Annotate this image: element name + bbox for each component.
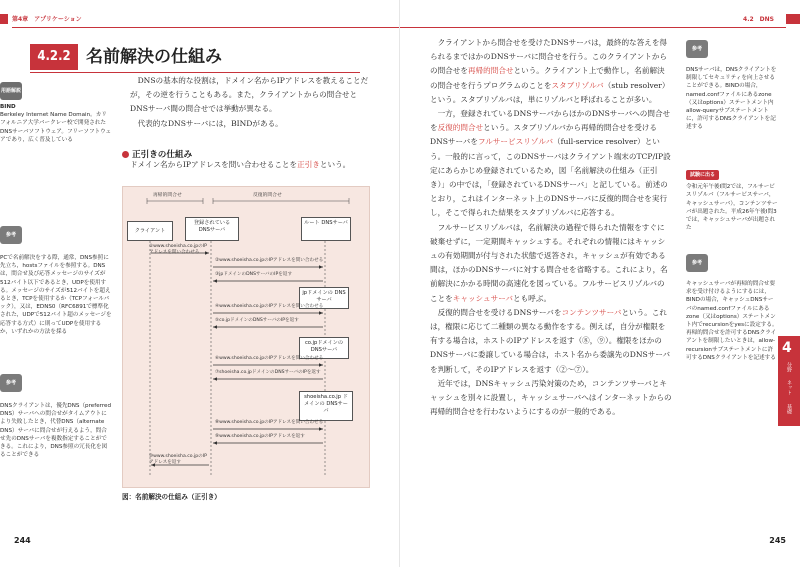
sankou-text-2: DNSクライアントは，優先DNS（preferred DNS）サーバへの問合せがタイムアウトにより失敗したとき，代替DNS（alternate DNS）サーバに問合せが行えるよう，問合せ先のDNSサーバを複数指定することができる。これにより，DNS参照の冗長化を図ることができる	[0, 403, 112, 459]
chapter-tab-label-1: 分野	[786, 362, 792, 372]
diagram-step-9: ⑨www.shoeisha.co.jpのIPアドレスを返す	[215, 434, 305, 439]
bullet-dot-icon	[122, 151, 129, 158]
shiken-text: 令和元年午後I問2では，フルサービスリゾルバ（フルサービスサーバ，キャッシュサーバ），コンテンツサーバが出題された。平成26年午後I問3では，キャッシュサーバが出題された	[686, 184, 778, 232]
sidebar-sankou-2	[0, 374, 112, 459]
yougo-badge: 用語解説	[0, 82, 22, 100]
sidebar-right-sankou-2	[686, 254, 778, 362]
right-paragraph-2: 一方，登録されているDNSサーバからほかのDNSサーバへの問合せを反復的問合せという。スタブリゾルバから再帰的問合せを受けるDNSサーバをフルサービスリゾルバ（full-service resolver）という。一般的に言って，このDNSサーバはクライアント端末のTCP/IP設定にあらかじめ登録されているため，図「名前解決の仕組み（正引き）」の中では，「登録されているDNSサーバ」と記している。前述のとおり，これはインターネット上のDNSサーバに反復的問合せを実行し，そこで得られた結果をスタブリゾルバに応答する。	[430, 109, 671, 218]
figure-caption: 図：名前解決の仕組み（正引き）	[122, 493, 221, 501]
right-paragraph-3: フルサービスリゾルバは，名前解決の過程で得られた情報をすぐに破棄せずに，一定期間キャッシュする。それぞれの情報にはキャッシュの有効期間が付与された状態で返答され，キャッシュが有効である間は，ほかのDNSサーバに対する問合せを省略する。これにより，名前解決にかかる時間の高速化を図っている。フルサービスリゾルバのことをキャッシュサーバとも呼ぶ。	[430, 222, 668, 303]
dns-diagram	[122, 186, 370, 488]
right-paragraph-5: 近年では，DNSキャッシュ汚染対策のため，コンテンツサーバとキャッシュを別々に設置し，キャッシュサーバへはインターネットからの再帰的問合せを行わないようにするのが一般的である。	[430, 378, 672, 417]
sankou-text-1: PCで名前解決をする際，通常，DNS参照に先立ち，hostsファイルを参照する。DNSは，問合せ及び応答メッセージのサイズが512バイト以下であるとき，UDPを使用する。メッセージのサイズが512バイトを超えるとき，TCPを使用するか（TCPフォールバック），又は，EDNS0（RFC6891で標準化された，UDPで512バイト超のメッセージを応答する方式）に則ってUDPを使用するか，いずれかの方法を採る	[0, 255, 112, 335]
left-body	[130, 74, 370, 131]
right-page	[400, 0, 800, 567]
cojp-dns-box: co.jpドメインの DNSサーバ	[299, 337, 349, 359]
section-header: 4.2 DNS	[743, 16, 774, 23]
shiken-badge: 試験に出る	[686, 170, 719, 180]
yougo-term: BIND	[0, 104, 16, 110]
registered-dns-box: 登録されている DNSサーバ	[185, 217, 239, 241]
header-rule-right	[400, 27, 786, 28]
left-paragraph-1: DNSの基本的な役割は，ドメイン名からIPアドレスを教えることだが，その逆を行うこともある。また，クライアントからの問合せとDNSサーバ間の問合せでは挙動が異なる。	[130, 76, 369, 114]
right-sankou-badge-1: 参考	[686, 40, 708, 58]
yougo-text: Berkeley Internet Name Domain。カリフォルニア大学バークレー校で開発されたDNSサーバソフトウェア。フリーソフトウェアであり，広く普及している	[0, 112, 112, 143]
chapter-tab-label-2: ネット	[786, 380, 792, 395]
right-paragraph-4: 反復的問合せを受けるDNSサーバをコンテンツサーバという。これは，権限に応じて二種類の異なる動作をする。例えば，自分が権限を有する場合は，ホストのIPアドレスを返す（⑧，⑨）。権限をほかのDNSサーバに委譲している場合は，ホスト名から委譲先のDNSサーバを判断して，そのIPアドレスを返す（②〜⑦）。	[430, 307, 671, 374]
diagram-step-4: ④www.shoeisha.co.jpのIPアドレスを問い合わせる	[215, 304, 324, 309]
sidebar-sankou-1	[0, 226, 112, 336]
section-number: 4.2.2	[30, 44, 78, 70]
sidebar-right-sankou-1	[686, 40, 778, 132]
left-paragraph-2: 代表的なDNSサーバには，BINDがある。	[137, 118, 283, 128]
section-underline	[30, 72, 360, 73]
page-number-left: 244	[14, 536, 31, 545]
diagram-step-7: ⑦shoeisha.co.jpドメインのDNSサーバのIPを返す	[215, 370, 321, 375]
section-title: 名前解決の仕組み	[86, 47, 222, 67]
sidebar-right-shiken	[686, 170, 778, 232]
left-paragraph-3: ドメイン名からIPアドレスを問い合わせることを正引きという。	[130, 160, 351, 169]
shoeisha-dns-box: shoeisha.co.jp ドメインの DNSサーバ	[299, 391, 353, 421]
diagram-step-10: ⑩www.shoeisha.co.jpのIPアドレスを返す	[149, 454, 207, 465]
chapter-tab-number: 4	[782, 340, 792, 356]
label-iterative: 反復的問合せ	[253, 193, 282, 198]
right-paragraph-1: クライアントから問合せを受けたDNSサーバは，最終的な答えを得られるまではかのDNSサーバに問合せを行う。このクライアントからの問合せを再帰的問合せという。クライアント上で動作し，名前解決の問合せを行うプログラムのことをスタブリゾルバ（stub resolver）という。スタブリゾルバは，単にリゾルバと呼ばれることが多い。	[430, 38, 670, 104]
right-sankou-text-1: DNSサーバは，DNSクライアントを制限してセキュリティを向上させることができる。BINDの場合，named.confファイルにあるzone（又はoptions）ステートメント内allow-queryサブステートメントに，許可するDNSクライアントを記述する	[686, 67, 777, 131]
diagram-step-5: ⑤co.jpドメインのDNSサーバのIPを返す	[215, 318, 299, 323]
sidebar-yougo	[0, 82, 112, 144]
sankou-badge-2: 参考	[0, 374, 22, 392]
diagram-step-2: ②www.shoeisha.co.jpのIPアドレスを問い合わせる	[215, 258, 324, 263]
label-recursive: 再帰的問合せ	[153, 193, 182, 198]
chapter-header: 第4章 アプリケーション	[12, 16, 82, 23]
right-sankou-text-2: キャッシュサーバが再帰的問合せ要求を受け付けるようにするには，BINDの場合，キャッシュDNSサーバのnamed.confファイルにあるzone（又はoptions）ステートメント内でrecursionをyesに設定する。再帰的問合せを許可するDNSクライアントを制限したいときは，allow-recursionサブステートメントに許可するDNSクライアントを記述する	[686, 281, 778, 361]
diagram-step-6: ⑥www.shoeisha.co.jpのIPアドレスを問い合わせる	[215, 356, 324, 361]
page-number-right: 245	[769, 536, 786, 545]
right-body	[430, 36, 672, 419]
sankou-badge-1: 参考	[0, 226, 22, 244]
header-rule-left	[12, 27, 400, 28]
diagram-step-8: ⑧www.shoeisha.co.jpのIPアドレスを問い合わせる	[215, 420, 324, 425]
diagram-step-3: ③jpドメインのDNSサーバのIPを返す	[215, 272, 293, 277]
jp-dns-box: jpドメインの DNSサーバ	[299, 287, 349, 309]
header-accent-right	[786, 14, 800, 24]
chapter-tab-label-3: 基礎	[786, 404, 792, 414]
diagram-step-1: ①www.shoeisha.co.jpのIPアドレスを問い合わせる	[149, 244, 207, 255]
right-sankou-badge-2: 参考	[686, 254, 708, 272]
header-accent-left	[0, 14, 8, 24]
root-dns-box: ルート DNSサーバ	[301, 217, 351, 241]
subhead-forward: 正引きの仕組み	[122, 148, 192, 160]
client-box: クライアント	[127, 221, 173, 241]
